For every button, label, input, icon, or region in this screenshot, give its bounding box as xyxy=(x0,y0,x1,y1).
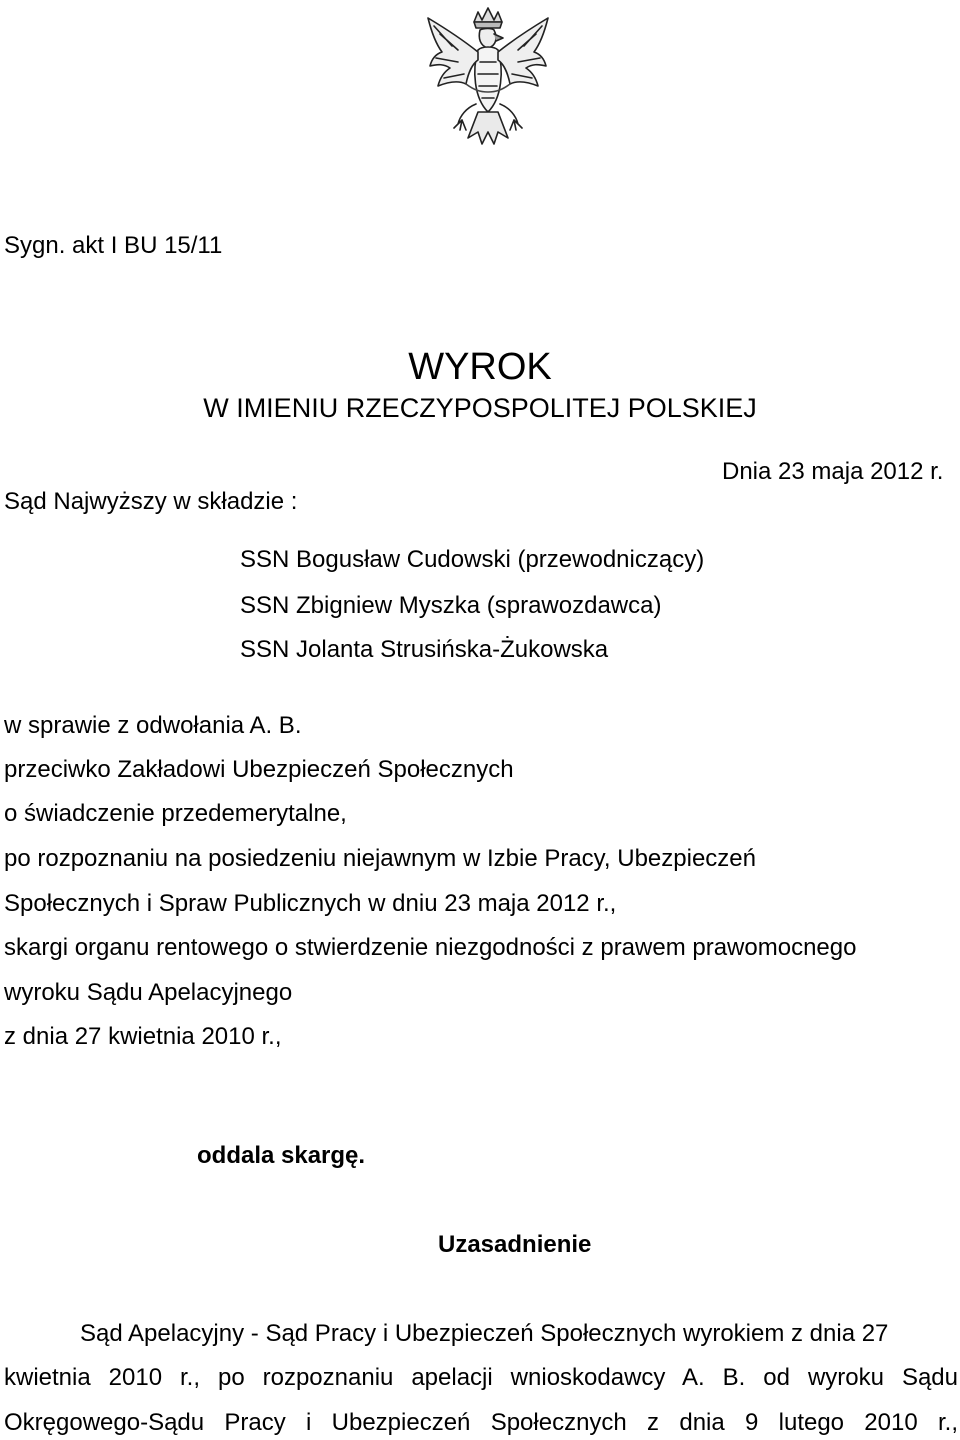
judgment-subtitle: W IMIENIU RZECZYPOSPOLITEJ POLSKIEJ xyxy=(203,393,757,423)
justification-heading: Uzasadnienie xyxy=(438,1231,592,1258)
case-line: o świadczenie przedemerytalne, xyxy=(4,800,347,827)
judge-presiding: SSN Bogusław Cudowski (przewodniczący) xyxy=(240,546,705,573)
judgment-date: Dnia 23 maja 2012 r. xyxy=(722,458,944,485)
case-line: z dnia 27 kwietnia 2010 r., xyxy=(4,1023,282,1050)
judge-member: SSN Jolanta Strusińska-Żukowska xyxy=(240,636,609,663)
justification-line: Sąd Apelacyjny - Sąd Pracy i Ubezpieczeń Społecznych wyrokiem z dnia 27 xyxy=(80,1320,889,1347)
polish-eagle-emblem-icon xyxy=(408,0,568,170)
judgment-title: WYROK xyxy=(408,346,552,388)
case-number: Sygn. akt I BU 15/11 xyxy=(4,232,223,259)
case-line: przeciwko Zakładowi Ubezpieczeń Społecznych xyxy=(4,756,514,783)
case-line: wyroku Sądu Apelacyjnego xyxy=(4,979,293,1006)
case-line: Społecznych i Spraw Publicznych w dniu 23 maja 2012 r., xyxy=(4,890,617,917)
case-line: po rozpoznaniu na posiedzeniu niejawnym w Izbie Pracy, Ubezpieczeń xyxy=(4,845,756,872)
court-composition-label: Sąd Najwyższy w składzie : xyxy=(4,488,298,515)
justification-line: Okręgowego-Sądu Pracy i Ubezpieczeń Społecznych z dnia 9 lutego 2010 r., xyxy=(4,1409,958,1436)
case-line: skargi organu rentowego o stwierdzenie niezgodności z prawem prawomocnego xyxy=(4,934,857,961)
judge-rapporteur: SSN Zbigniew Myszka (sprawozdawca) xyxy=(240,592,662,619)
case-line: w sprawie z odwołania A. B. xyxy=(4,712,302,739)
verdict: oddala skargę. xyxy=(197,1142,366,1169)
justification-line: kwietnia 2010 r., po rozpoznaniu apelacji wnioskodawcy A. B. od wyroku Sądu xyxy=(4,1364,958,1391)
